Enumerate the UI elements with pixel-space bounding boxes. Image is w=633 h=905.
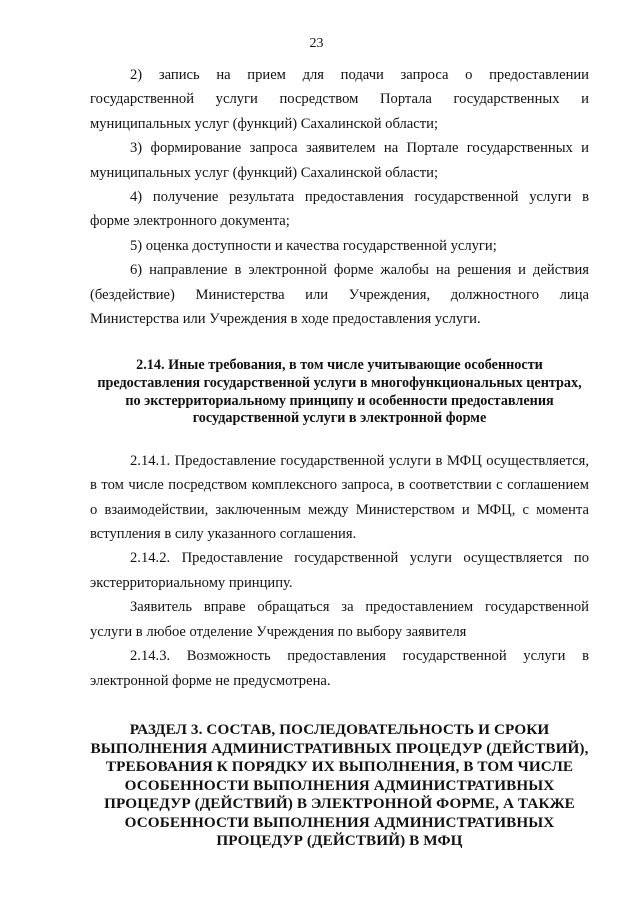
paragraph: 2.14.1. Предоставление государственной услуги в МФЦ осуществляется, в том числе посредством комплексного запроса, в соответствии с соглашением о взаимодействии, заключенным между Министерством и МФЦ, с момента вступления в силу указанного соглашения.	[90, 452, 589, 543]
paragraph: Заявитель вправе обращаться за предоставлением государственной услуги в любое отделение Учреждения по выбору заявителя	[90, 599, 589, 640]
list-item: 4) получение результата предоставления государственной услуги в форме электронного документа;	[90, 189, 589, 230]
section-heading-2-14: 2.14. Иные требования, в том числе учитывающие особенности предоставления государственной услуги в многофункциональных центрах, по экстерриториальному принципу и особенности предоставления государственной услуги в электронной форме	[97, 357, 582, 427]
document-body	[90, 63, 589, 851]
page-number: 23	[309, 36, 324, 51]
list-item: 5) оценка доступности и качества государственной услуги;	[130, 237, 497, 254]
section-heading-3: РАЗДЕЛ 3. СОСТАВ, ПОСЛЕДОВАТЕЛЬНОСТЬ И СРОКИ ВЫПОЛНЕНИЯ АДМИНИСТРАТИВНЫХ ПРОЦЕДУР (ДЕЙСТВИЙ), ТРЕБОВАНИЯ К ПОРЯДКУ ИХ ВЫПОЛНЕНИЯ, В ТОМ ЧИСЛЕ ОСОБЕННОСТИ ВЫПОЛНЕНИЯ АДМИНИСТРАТИВНЫХ ПРОЦЕДУР (ДЕЙСТВИЙ) В ЭЛЕКТРОННОЙ ФОРМЕ, А ТАКЖЕ ОСОБЕННОСТИ ВЫПОЛНЕНИЯ АДМИНИСТРАТИВНЫХ ПРОЦЕДУР (ДЕЙСТВИЙ) В МФЦ	[90, 720, 589, 850]
list-item: 3) формирование запроса заявителем на Портале государственных и муниципальных услуг (функций) Сахалинской области;	[90, 140, 589, 181]
paragraph: 2.14.2. Предоставление государственной услуги осуществляется по экстерриториальному принципу.	[90, 550, 589, 591]
list-item: 2) запись на прием для подачи запроса о предоставлении государственной услуги посредством Портала государственных и муниципальных услуг (функций) Сахалинской области;	[90, 67, 589, 132]
paragraph: 2.14.3. Возможность предоставления государственной услуги в электронной форме не предусмотрена.	[90, 648, 589, 689]
list-item: 6) направление в электронной форме жалобы на решения и действия (бездействие) Министерства или Учреждения, должностного лица Министерства или Учреждения в ходе предоставления услуги.	[90, 262, 589, 328]
